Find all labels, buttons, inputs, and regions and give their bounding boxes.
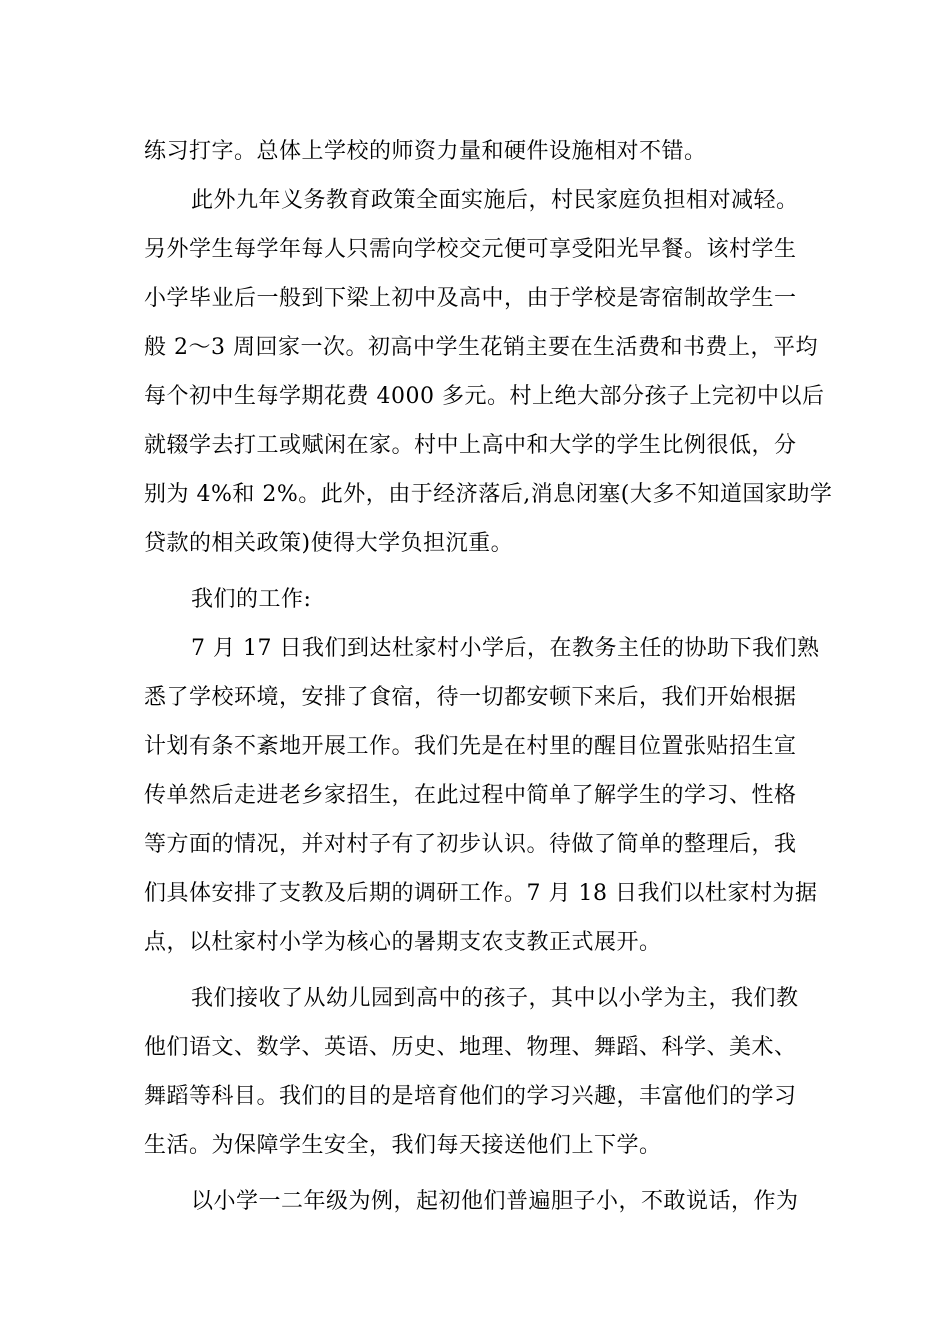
text-line-3: 另外学生每学年每人只需向学校交元便可享受阳光早餐。该村学生 <box>144 237 797 262</box>
text-line-15: 等方面的情况，并对村子有了初步认识。待做了简单的整理后，我 <box>144 832 797 857</box>
text-line-2: 此外九年义务教育政策全面实施后，村民家庭负担相对减轻。 <box>191 188 799 213</box>
text-line-22: 以小学一二年级为例，起初他们普遍胆子小，不敢说话，作为 <box>191 1189 799 1214</box>
text-line-19: 他们语文、数学、英语、历史、地理、物理、舞蹈、科学、美术、 <box>144 1035 797 1060</box>
text-line-7: 就辍学去打工或赋闲在家。村中上高中和大学的学生比例很低，分 <box>144 433 797 458</box>
text-line-6: 每个初中生每学期花费 4000 多元。村上绝大部分孩子上完初中以后 <box>144 384 825 409</box>
text-line-4: 小学毕业后一般到下梁上初中及高中，由于学校是寄宿制故学生一 <box>144 286 797 311</box>
text-line-8: 别为 4%和 2%。此外，由于经济落后,消息闭塞(大多不知道国家助学 <box>144 482 833 507</box>
section-heading: 我们的工作: <box>191 587 312 612</box>
text-line-20: 舞蹈等科目。我们的目的是培育他们的学习兴趣，丰富他们的学习 <box>144 1084 797 1109</box>
text-line-14: 传单然后走进老乡家招生，在此过程中简单了解学生的学习、性格 <box>144 783 797 808</box>
text-line-12: 悉了学校环境，安排了食宿，待一切都安顿下来后，我们开始根据 <box>144 685 797 710</box>
text-line-5: 般 2～3 周回家一次。初高中学生花销主要在生活费和书费上，平均 <box>144 335 818 360</box>
text-line-18: 我们接收了从幼儿园到高中的孩子，其中以小学为主，我们教 <box>191 986 799 1011</box>
text-line-21: 生活。为保障学生安全，我们每天接送他们上下学。 <box>144 1133 662 1158</box>
text-line-9: 贷款的相关政策)使得大学负担沉重。 <box>144 531 514 556</box>
text-line-16: 们具体安排了支教及后期的调研工作。7 月 18 日我们以杜家村为据 <box>144 881 818 906</box>
text-line-1: 练习打字。总体上学校的师资力量和硬件设施相对不错。 <box>144 139 707 164</box>
text-line-11: 7 月 17 日我们到达杜家村小学后，在教务主任的协助下我们熟 <box>191 636 820 661</box>
text-line-13: 计划有条不紊地开展工作。我们先是在村里的醒目位置张贴招生宣 <box>144 734 797 759</box>
text-line-17: 点，以杜家村小学为核心的暑期支农支教正式展开。 <box>144 930 662 955</box>
